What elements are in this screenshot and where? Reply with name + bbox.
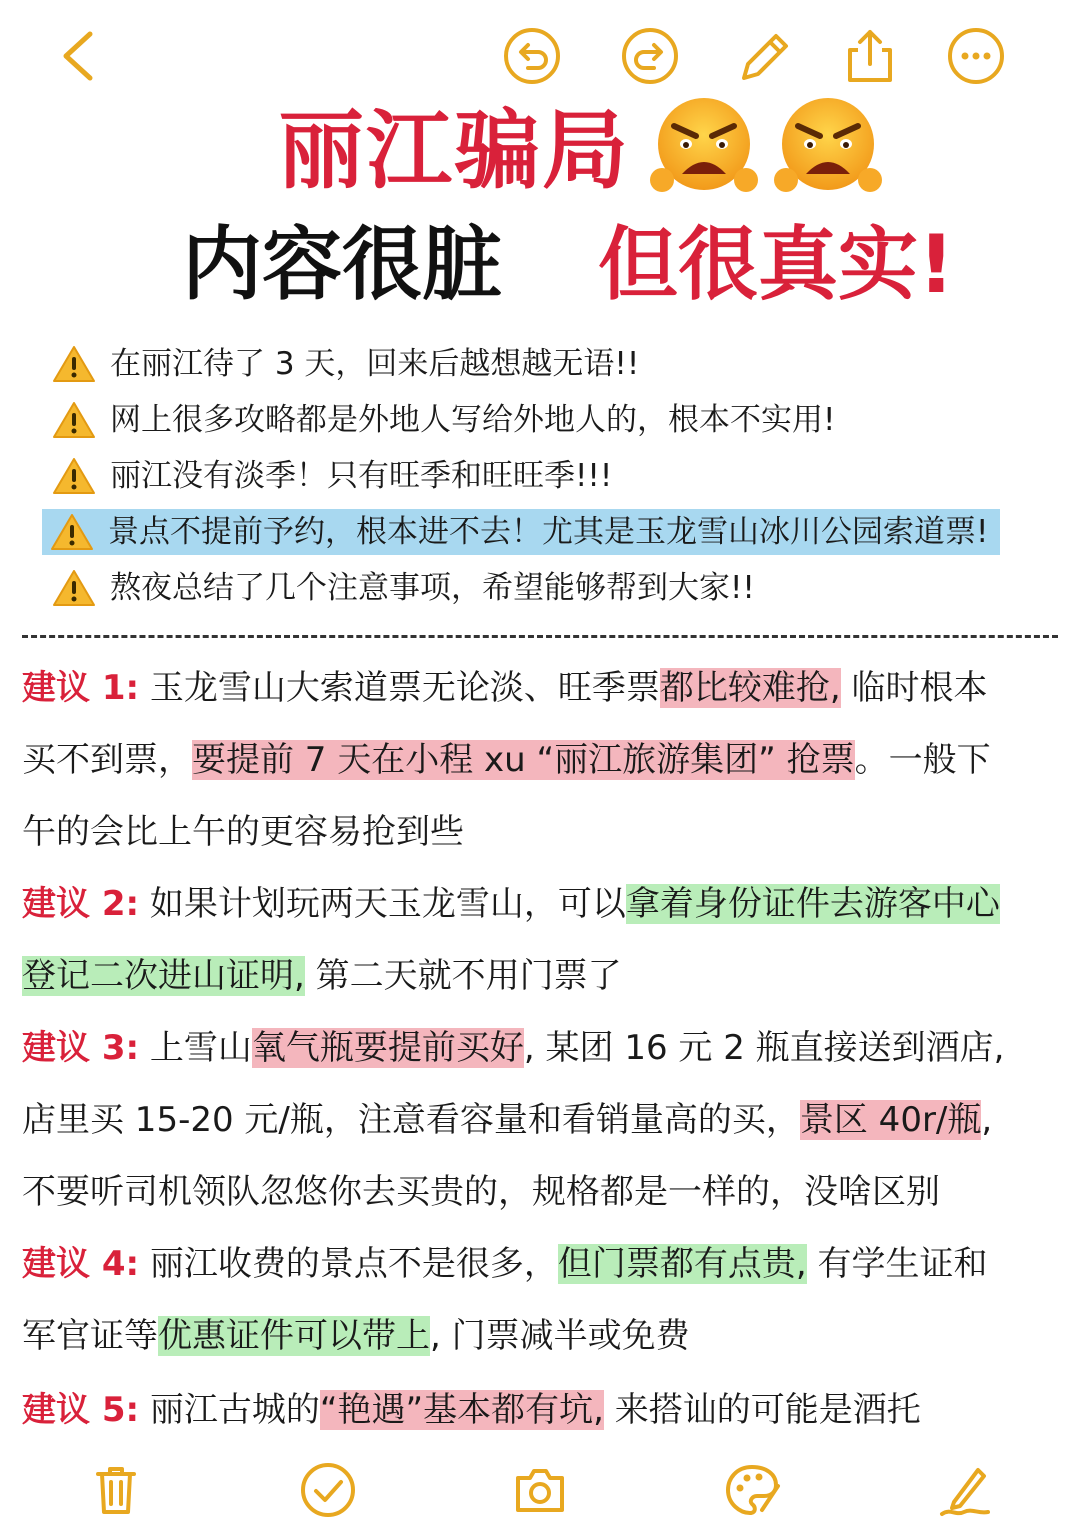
advice-text: 丽江收费的景点不是很多， bbox=[139, 1244, 558, 1284]
advice-text: 玉龙雪山大索道票无论淡、旺季票 bbox=[139, 668, 660, 708]
angry-face-icon bbox=[648, 92, 760, 200]
advice-4 bbox=[22, 1228, 1058, 1372]
green-highlight: 登记二次进山证明, bbox=[22, 956, 305, 996]
palette-icon[interactable] bbox=[722, 1460, 782, 1520]
green-highlight: 拿着身份证件去游客中心 bbox=[625, 884, 1000, 924]
share-icon[interactable] bbox=[838, 24, 902, 88]
highlight-band bbox=[42, 509, 1000, 555]
trash-icon[interactable] bbox=[86, 1460, 146, 1520]
warning-text: 网上很多攻略都是外地人写给外地人的，根本不实用! bbox=[110, 402, 836, 438]
advice-3 bbox=[22, 1012, 1058, 1228]
advice-text: 午的会比上午的更容易抢到些 bbox=[22, 812, 464, 852]
warning-text: 在丽江待了 3 天，回来后越想越无语!! bbox=[110, 346, 640, 382]
advice-text: 不要听司机领队忽悠你去买贵的，规格都是一样的，没啥区别 bbox=[22, 1172, 940, 1212]
advice-5 bbox=[22, 1374, 1058, 1446]
list-item bbox=[44, 336, 1044, 392]
advice-1 bbox=[22, 652, 1058, 868]
advice-text: 店里买 15-20 元/瓶，注意看容量和看销量高的买， bbox=[22, 1100, 800, 1140]
list-item bbox=[44, 448, 1044, 504]
advice-text: 临时根本 bbox=[840, 668, 988, 708]
advice-text: , bbox=[981, 1100, 993, 1140]
top-toolbar bbox=[0, 0, 1080, 110]
pencil-icon[interactable] bbox=[732, 24, 796, 88]
warning-icon bbox=[52, 456, 96, 496]
subtitle-right: 但很真实! bbox=[598, 218, 955, 311]
warning-icon bbox=[52, 400, 96, 440]
advice-label: 建议 4: bbox=[22, 1244, 140, 1284]
check-icon[interactable] bbox=[298, 1460, 358, 1520]
list-item bbox=[44, 560, 1044, 616]
pink-highlight: 景区 40r/瓶 bbox=[799, 1100, 982, 1140]
list-item bbox=[44, 392, 1044, 448]
green-highlight: 但门票都有点贵, bbox=[557, 1244, 807, 1284]
pink-highlight: “艳遇”基本都有坑, bbox=[319, 1390, 604, 1430]
warning-text: 熬夜总结了几个注意事项，希望能够帮到大家!! bbox=[110, 570, 755, 606]
page-title: 丽江骗局 bbox=[278, 101, 630, 201]
advice-text: 。一般下 bbox=[854, 740, 991, 780]
advice-text: 上雪山 bbox=[139, 1028, 252, 1068]
pink-highlight: 要提前 7 天在小程 xu “丽江旅游集团” 抢票 bbox=[192, 740, 855, 780]
warning-text: 丽江没有淡季！只有旺季和旺旺季!!! bbox=[110, 458, 613, 494]
handwriting-icon[interactable] bbox=[934, 1460, 994, 1520]
warning-icon bbox=[50, 512, 94, 552]
advice-text: 丽江古城的 bbox=[139, 1390, 320, 1430]
pink-highlight: 都比较难抢, bbox=[659, 668, 841, 708]
advice-text: , 门票减半或免费 bbox=[430, 1316, 690, 1356]
subtitle-left: 内容很脏 bbox=[182, 218, 502, 311]
advice-text: 来搭讪的可能是酒托 bbox=[603, 1390, 921, 1430]
warning-icon bbox=[52, 568, 96, 608]
advice-label: 建议 2: bbox=[22, 884, 140, 924]
dashed-divider bbox=[22, 635, 1058, 638]
advice-text: 买不到票， bbox=[22, 740, 192, 780]
warning-list bbox=[44, 336, 1044, 616]
bottom-toolbar bbox=[0, 1452, 1080, 1527]
warning-text: 景点不提前予约，根本进不去！尤其是玉龙雪山冰川公园索道票! bbox=[108, 514, 989, 550]
redo-icon[interactable] bbox=[618, 24, 682, 88]
advice-text: 军官证等 bbox=[22, 1316, 158, 1356]
advice-label: 建议 1: bbox=[22, 668, 140, 708]
back-arrow-icon[interactable] bbox=[50, 24, 114, 88]
advice-text: 如果计划玩两天玉龙雪山，可以 bbox=[139, 884, 626, 924]
advice-text: 有学生证和 bbox=[806, 1244, 988, 1284]
advice-text: 第二天就不用门票了 bbox=[304, 956, 622, 996]
undo-icon[interactable] bbox=[500, 24, 564, 88]
advice-2 bbox=[22, 868, 1058, 1012]
advice-label: 建议 5: bbox=[22, 1390, 140, 1430]
angry-face-icon bbox=[772, 92, 884, 200]
warning-icon bbox=[52, 344, 96, 384]
pink-highlight: 氧气瓶要提前买好 bbox=[251, 1028, 524, 1068]
more-icon[interactable] bbox=[944, 24, 1008, 88]
list-item-highlighted bbox=[44, 504, 1044, 560]
green-highlight: 优惠证件可以带上 bbox=[158, 1316, 430, 1356]
advice-text: , 某团 16 元 2 瓶直接送到酒店, bbox=[523, 1028, 1005, 1068]
advice-label: 建议 3: bbox=[22, 1028, 140, 1068]
camera-icon[interactable] bbox=[510, 1460, 570, 1520]
